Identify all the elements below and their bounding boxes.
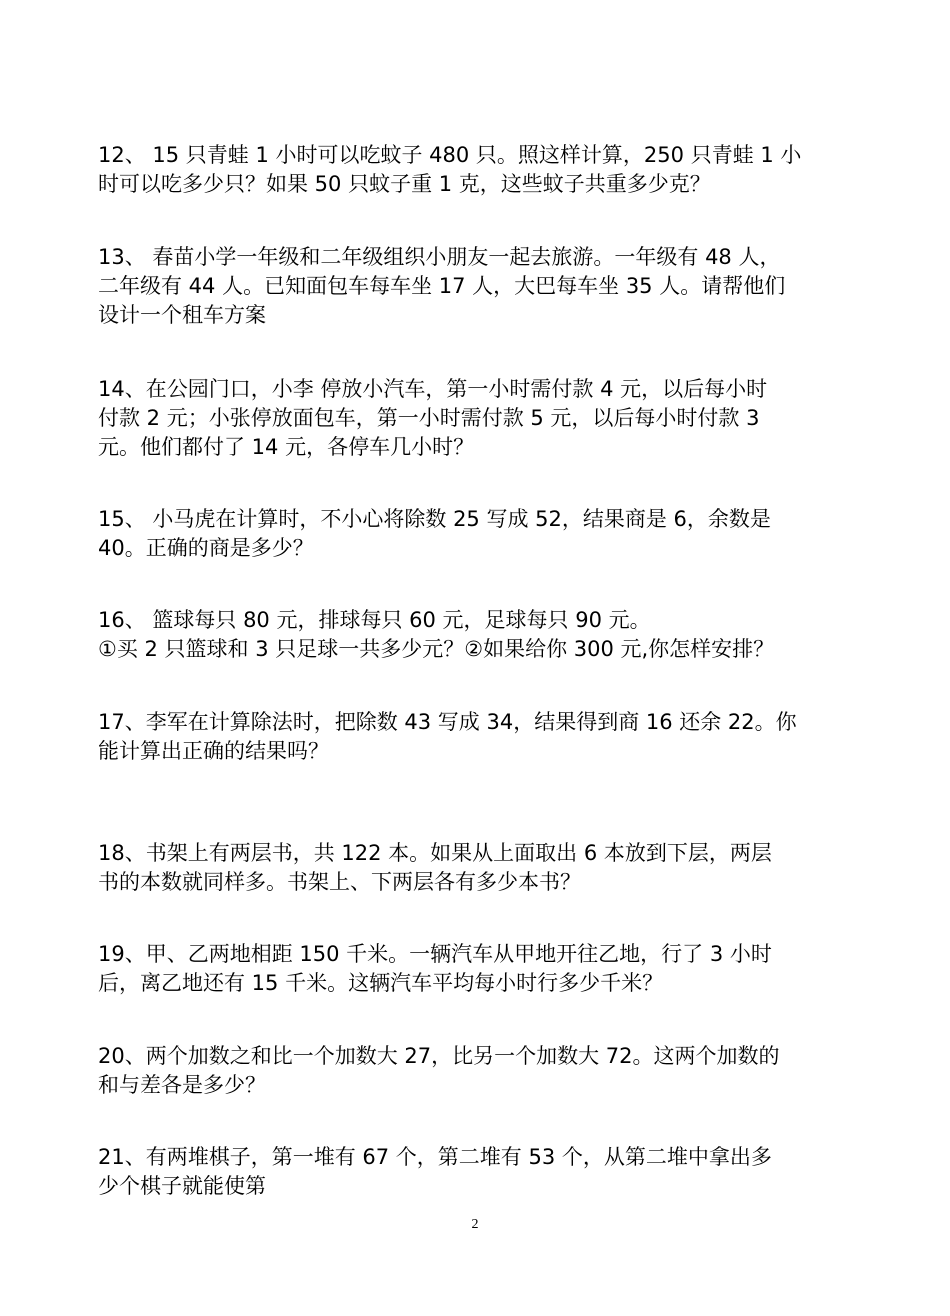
problem-line: 17、李军在计算除法时，把除数 43 写成 34，结果得到商 16 还余 22。你 [98, 710, 797, 734]
problem-17 [98, 708, 858, 766]
problem-line: 15、 小马虎在计算时，不小心将除数 25 写成 52，结果商是 6，余数是 [98, 507, 771, 531]
page-number: 2 [471, 1217, 479, 1232]
problem-line: ①买 2 只篮球和 3 只足球一共多少元？②如果给你 300 元,你怎样安排？ [98, 637, 775, 661]
problem-line: 能计算出正确的结果吗？ [98, 739, 329, 763]
problem-line: 12、 15 只青蛙 1 小时可以吃蚊子 480 只。照这样计算，250 只青蛙 1 小 [98, 143, 802, 167]
problem-line: 13、 春苗小学一年级和二年级组织小朋友一起去旅游。一年级有 48 人， [98, 245, 781, 269]
problem-line: 付款 2 元；小张停放面包车，第一小时需付款 5 元，以后每小时付款 3 [98, 406, 760, 430]
problem-14 [98, 375, 858, 462]
problem-line: 后，离乙地还有 15 千米。这辆汽车平均每小时行多少千米？ [98, 971, 664, 995]
problem-12 [98, 141, 858, 199]
problem-line: 40。正确的商是多少？ [98, 536, 314, 560]
problem-line: 21、有两堆棋子，第一堆有 67 个，第二堆有 53 个，从第二堆中拿出多 [98, 1145, 772, 1169]
problem-line: 元。他们都付了 14 元，各停车几小时？ [98, 435, 475, 459]
problem-line: 设计一个租车方案 [98, 303, 266, 327]
problem-line: 19、甲、乙两地相距 150 千米。一辆汽车从甲地开往乙地，行了 3 小时 [98, 942, 772, 966]
problem-line: 14、在公园门口，小李 停放小汽车，第一小时需付款 4 元，以后每小时 [98, 377, 768, 401]
problem-13 [98, 243, 858, 330]
problem-line: 18、书架上有两层书，共 122 本。如果从上面取出 6 本放到下层，两层 [98, 841, 772, 865]
problem-18 [98, 839, 858, 897]
problem-line: 和与差各是多少？ [98, 1073, 266, 1097]
problem-line: 20、两个加数之和比一个加数大 27，比另一个加数大 72。这两个加数的 [98, 1044, 780, 1068]
problem-21 [98, 1143, 858, 1201]
problem-line: 书的本数就同样多。书架上、下两层各有多少本书？ [98, 870, 581, 894]
problem-line: 时可以吃多少只？如果 50 只蚊子重 1 克，这些蚊子共重多少克？ [98, 172, 711, 196]
problem-16 [98, 606, 858, 664]
problem-line: 二年级有 44 人。已知面包车每车坐 17 人，大巴每车坐 35 人。请帮他们 [98, 274, 786, 298]
problem-20 [98, 1042, 858, 1100]
problem-15 [98, 505, 858, 563]
problem-19 [98, 940, 858, 998]
problem-line: 少个棋子就能使第 [98, 1174, 266, 1198]
problem-line: 16、 篮球每只 80 元，排球每只 60 元，足球每只 90 元。 [98, 608, 651, 632]
